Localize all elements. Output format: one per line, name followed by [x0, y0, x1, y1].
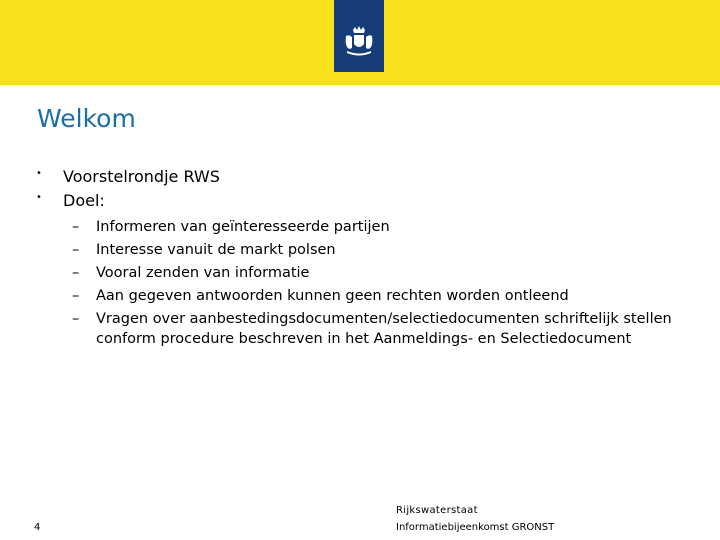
bullet-marker: •	[36, 168, 42, 179]
bullet-label: Doel:	[63, 191, 105, 210]
page-number: 4	[34, 522, 41, 533]
sub-bullet-label: Vooral zenden van informatie	[96, 265, 310, 281]
dash-marker: –	[72, 265, 80, 281]
sub-bullet-label: Aan gegeven antwoorden kunnen geen rechten worden ontleend	[96, 288, 569, 304]
dash-marker: –	[72, 288, 80, 304]
footer-event: Informatiebijeenkomst GRONST	[396, 522, 555, 533]
sub-bullet-label: Vragen over aanbestedingsdocumenten/selectiedocumenten schriftelijk stellen conform procedure beschreven in het Aanmeldings- en Selectiedocument	[96, 311, 672, 347]
footer-organization: Rijkswaterstaat	[396, 505, 478, 516]
sub-bullet-label: Interesse vanuit de markt polsen	[96, 242, 336, 258]
rijksoverheid-logo	[334, 0, 384, 72]
dash-marker: –	[72, 219, 80, 235]
bullet-label: Voorstelrondje RWS	[63, 167, 220, 186]
slide-title: Welkom	[37, 104, 136, 133]
coat-of-arms-icon	[343, 26, 375, 56]
footer	[0, 496, 720, 540]
bullet-marker: •	[36, 192, 42, 203]
dash-marker: –	[72, 242, 80, 258]
dash-marker: –	[72, 311, 80, 327]
sub-bullet-label: Informeren van geïnteresseerde partijen	[96, 219, 390, 235]
